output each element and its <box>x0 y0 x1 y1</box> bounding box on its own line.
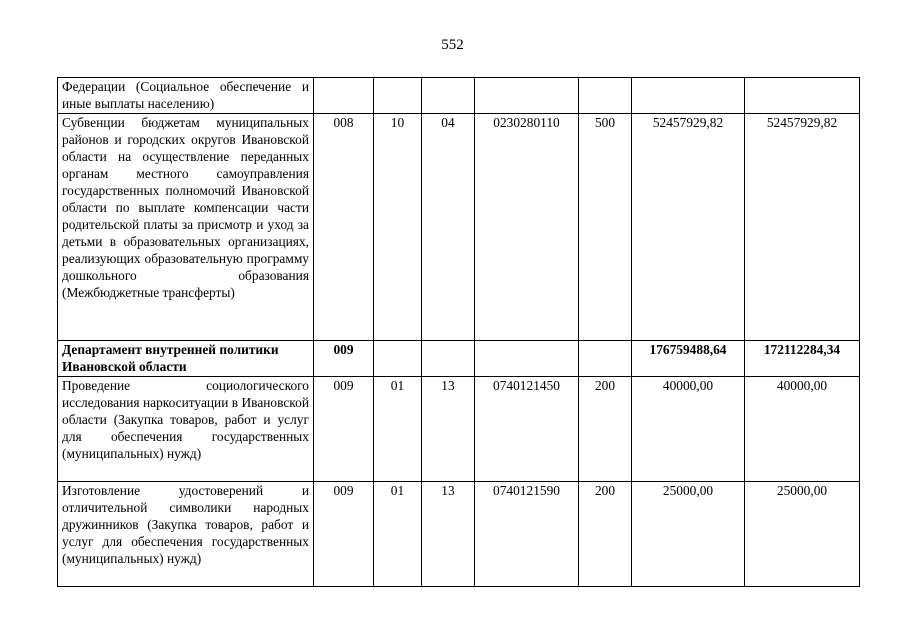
row-name-cell: Федерации (Социальное обеспечение и иные выплаты населению) <box>58 78 314 114</box>
budget-table <box>57 77 860 587</box>
subsection-code-cell <box>422 341 475 377</box>
amount-1-cell: 176759488,64 <box>632 341 745 377</box>
table-row <box>58 482 860 587</box>
target-article-cell: 0740121450 <box>475 377 579 482</box>
row-name-cell: Субвенции бюджетам муниципальных районов и городских округов Ивановской области на осуществление переданных органам местного самоуправления государственных полномочий Ивановской области по выплате компенсации части родительской платы за присмотр и уход за детьми в образовательных организациях, реализующих образовательную программу дошкольного образования (Межбюджетные трансферты) <box>58 114 314 341</box>
table-row <box>58 377 860 482</box>
amount-2-cell: 172112284,34 <box>745 341 860 377</box>
table-row <box>58 78 860 114</box>
expense-type-cell: 200 <box>579 482 632 587</box>
amount-2-cell: 52457929,82 <box>745 114 860 341</box>
section-code-cell: 01 <box>374 377 422 482</box>
amount-1-cell: 25000,00 <box>632 482 745 587</box>
amount-2-cell: 25000,00 <box>745 482 860 587</box>
amount-1-cell: 52457929,82 <box>632 114 745 341</box>
amount-1-cell <box>632 78 745 114</box>
ministry-code-cell: 009 <box>314 377 374 482</box>
expense-type-cell <box>579 341 632 377</box>
expense-type-cell <box>579 78 632 114</box>
target-article-cell: 0230280110 <box>475 114 579 341</box>
row-name-cell: Проведение социологического исследования наркоситуации в Ивановской области (Закупка товаров, работ и услуг для обеспечения государственных (муниципальных) нужд) <box>58 377 314 482</box>
expense-type-cell: 500 <box>579 114 632 341</box>
amount-1-cell: 40000,00 <box>632 377 745 482</box>
table-row <box>58 114 860 341</box>
ministry-code-cell: 009 <box>314 341 374 377</box>
subsection-code-cell: 13 <box>422 482 475 587</box>
section-code-cell <box>374 78 422 114</box>
expense-type-cell: 200 <box>579 377 632 482</box>
table-row-department <box>58 341 860 377</box>
row-name-cell: Изготовление удостоверений и отличительной символики народных дружинников (Закупка товаров, работ и услуг для обеспечения государственных (муниципальных) нужд) <box>58 482 314 587</box>
row-name-cell: Департамент внутренней политики Ивановской области <box>58 341 314 377</box>
target-article-cell <box>475 341 579 377</box>
section-code-cell: 01 <box>374 482 422 587</box>
target-article-cell: 0740121590 <box>475 482 579 587</box>
page-number: 552 <box>441 37 464 53</box>
subsection-code-cell: 13 <box>422 377 475 482</box>
ministry-code-cell: 008 <box>314 114 374 341</box>
subsection-code-cell: 04 <box>422 114 475 341</box>
section-code-cell <box>374 341 422 377</box>
target-article-cell <box>475 78 579 114</box>
ministry-code-cell: 009 <box>314 482 374 587</box>
amount-2-cell <box>745 78 860 114</box>
ministry-code-cell <box>314 78 374 114</box>
subsection-code-cell <box>422 78 475 114</box>
amount-2-cell: 40000,00 <box>745 377 860 482</box>
section-code-cell: 10 <box>374 114 422 341</box>
